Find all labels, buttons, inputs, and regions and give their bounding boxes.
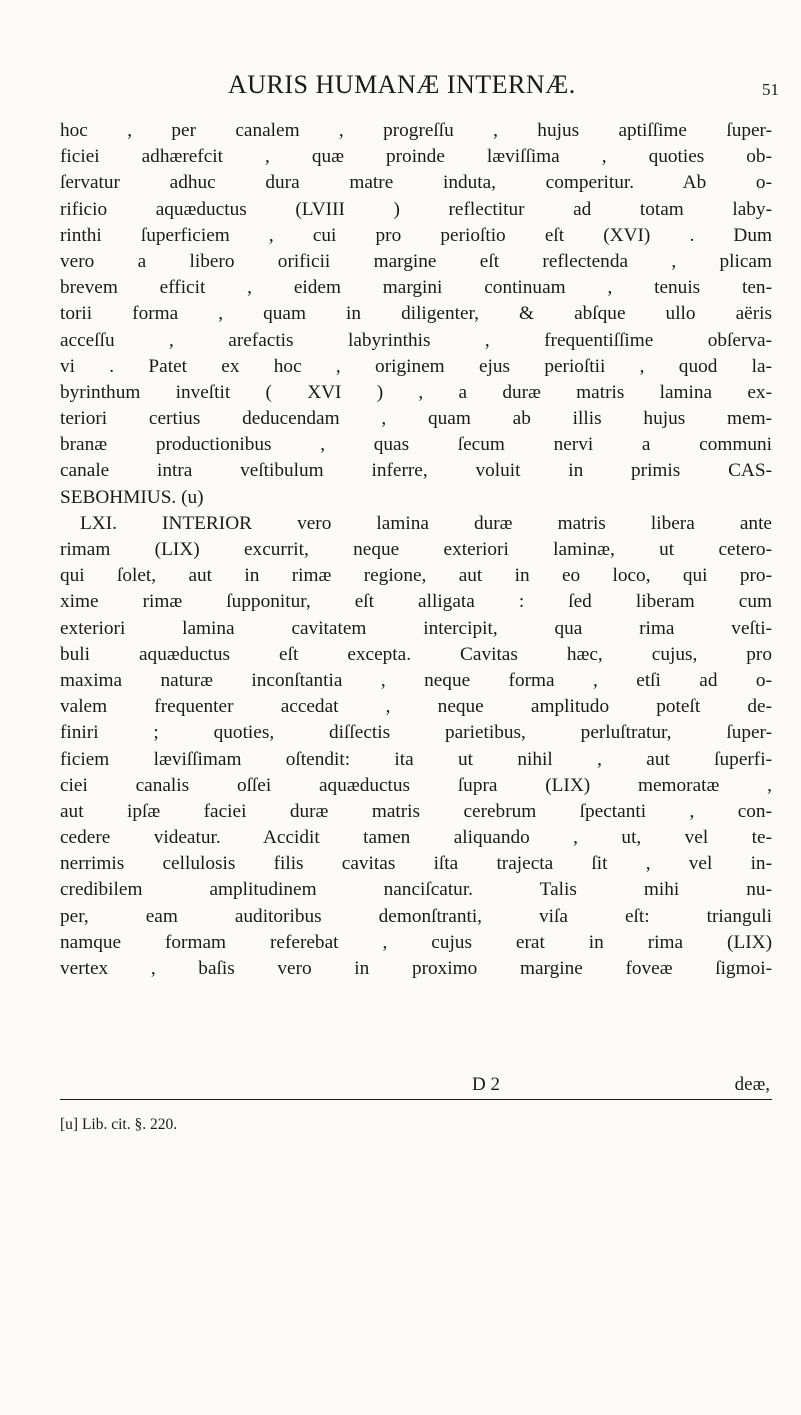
text-line: torii forma , quam in diligenter, & abſque ullo aëris xyxy=(60,303,772,325)
text-line: byrinthum inveſtit ( XVI ) , a duræ matris lamina ex- xyxy=(60,381,772,403)
text-line: ſervatur adhuc dura matre induta, comperitur. Ab o- xyxy=(60,172,772,194)
text-line: branæ productionibus , quas ſecum nervi a communi xyxy=(60,434,772,456)
footnote-rule xyxy=(60,1099,772,1100)
text-line: ficiei adhærefcit , quæ proinde læviſſima , quoties ob- xyxy=(60,146,772,168)
text-line: SEBOHMIUS. (u) xyxy=(60,486,204,508)
text-line: ciei canalis oſſei aquæductus ſupra (LIX) memoratæ , xyxy=(60,774,772,796)
text-line: acceſſu , arefactis labyrinthis , frequentiſſime obſerva- xyxy=(60,329,772,351)
text-line: xime rimæ ſupponitur, eſt alligata : ſed liberam cum xyxy=(60,591,772,613)
text-line: rificio aquæductus (LVIII ) reflectitur ad totam laby- xyxy=(60,198,772,220)
running-title: AURIS HUMANÆ INTERNÆ. xyxy=(228,70,576,99)
paragraph-start-line: LXI. INTERIOR vero lamina duræ matris libera ante xyxy=(80,512,772,534)
text-line: qui ſolet, aut in rimæ regione, aut in eo loco, qui pro- xyxy=(60,565,772,587)
text-line: ficiem læviſſimam oſtendit: ita ut nihil , aut ſuperfi- xyxy=(60,748,772,770)
page-number: 51 xyxy=(762,80,779,99)
text-line: aut ipſæ faciei duræ matris cerebrum ſpectanti , con- xyxy=(60,800,772,822)
text-line: rimam (LIX) excurrit, neque exteriori laminæ, ut cetero- xyxy=(60,539,772,560)
footnote: [u] Lib. cit. §. 220. xyxy=(60,1116,178,1133)
text-line: teriori certius deducendam , quam ab illis hujus mem- xyxy=(60,408,772,430)
text-line: exteriori lamina cavitatem intercipit, qua rima veſti- xyxy=(60,617,772,639)
text-line: vertex , baſis vero in proximo margine foveæ ſigmoi- xyxy=(60,958,772,979)
text-line: finiri ; quoties, diſſectis parietibus, perluſtratur, ſuper- xyxy=(60,722,772,744)
text-line: valem frequenter accedat , neque amplitudo poteſt de- xyxy=(60,696,772,718)
text-line: cedere videatur. Accidit tamen aliquando , ut, vel te- xyxy=(60,827,772,849)
text-line: buli aquæductus eſt excepta. Cavitas hæc, cujus, pro xyxy=(60,643,772,665)
signature-mark: D 2 xyxy=(472,1074,500,1095)
text-line: vi . Patet ex hoc , originem ejus perioſtii , quod la- xyxy=(60,355,772,377)
body-text xyxy=(60,118,772,982)
text-line: canale intra veſtibulum inferre, voluit in primis CAS- xyxy=(60,460,772,482)
text-line: vero a libero orificii margine eſt reflectenda , plicam xyxy=(60,250,772,272)
catchword: deæ, xyxy=(734,1074,770,1095)
text-line: per, eam auditoribus demonſtranti, viſa eſt: trianguli xyxy=(60,905,772,927)
text-line: rinthi ſuperficiem , cui pro perioſtio eſt (XVI) . Dum xyxy=(60,224,772,246)
text-line: nerrimis cellulosis filis cavitas iſta trajecta ſit , vel in- xyxy=(60,853,772,875)
text-line: maxima naturæ inconſtantia , neque forma , etſi ad o- xyxy=(60,669,772,691)
text-line: namque formam referebat , cujus erat in rima (LIX) xyxy=(60,931,772,953)
text-line: hoc , per canalem , progreſſu , hujus aptiſſime ſuper- xyxy=(60,120,772,141)
signature-line xyxy=(60,1074,772,1100)
text-line: credibilem amplitudinem nanciſcatur. Talis mihi nu- xyxy=(60,879,772,901)
text-line: brevem efficit , eidem margini continuam , tenuis ten- xyxy=(60,277,772,299)
